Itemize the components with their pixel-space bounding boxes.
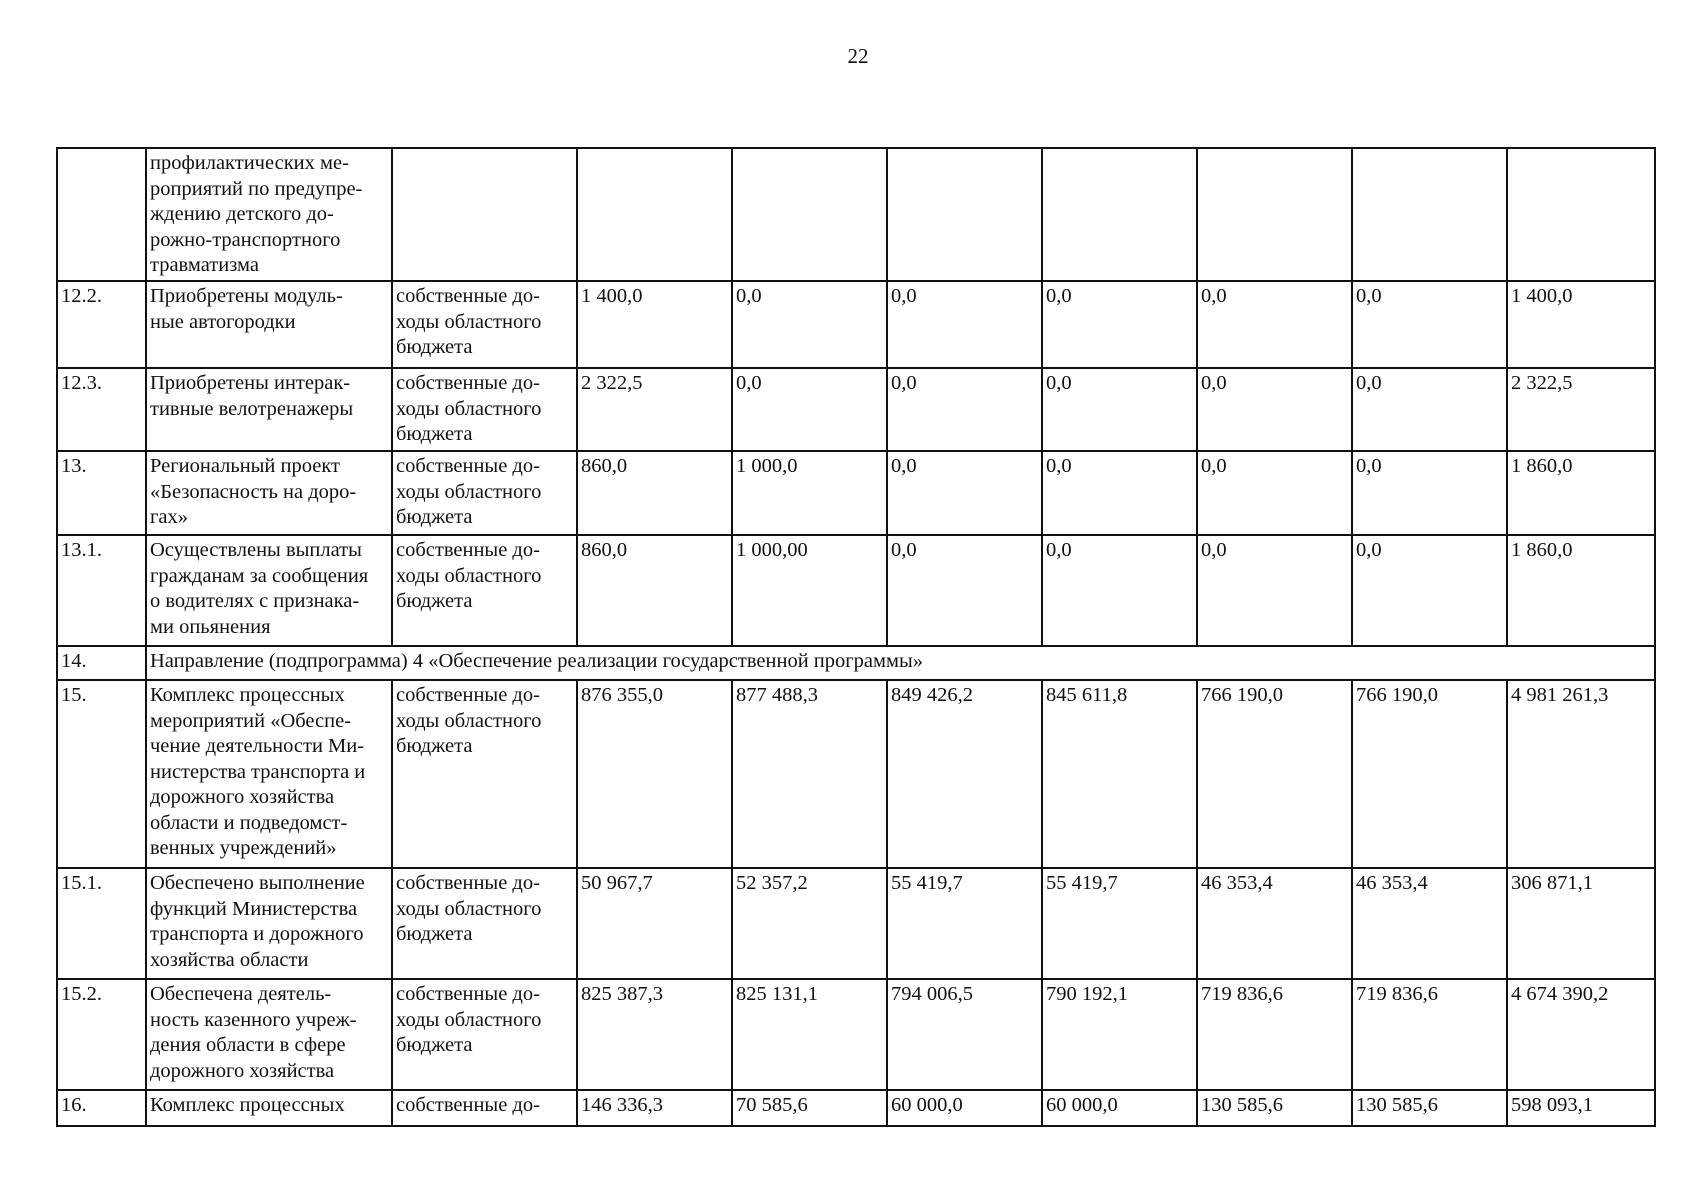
amount-cell: 719 836,6 xyxy=(1197,979,1352,1090)
amount-cell: 766 190,0 xyxy=(1352,680,1507,868)
amount-cell: 825 387,3 xyxy=(577,979,732,1090)
amount-cell: 55 419,7 xyxy=(887,868,1042,979)
amount-cell: 4 981 261,3 xyxy=(1507,680,1655,868)
amount-cell: 46 353,4 xyxy=(1197,868,1352,979)
amount-cell: 70 585,6 xyxy=(732,1090,887,1126)
table-row xyxy=(57,979,1655,1090)
row-number-cell: 15.2. xyxy=(57,979,146,1090)
activity-name-cell: профилактических ме- роприятий по предупре- ждению детского до- рожно-транспортного травматизма xyxy=(146,148,392,281)
amount-cell: 0,0 xyxy=(887,281,1042,368)
row-number-cell: 12.3. xyxy=(57,368,146,451)
amount-cell: 1 860,0 xyxy=(1507,535,1655,646)
amount-cell: 130 585,6 xyxy=(1352,1090,1507,1126)
funding-source-cell: собственные до- ходы областного бюджета xyxy=(392,451,577,535)
amount-cell xyxy=(732,148,887,281)
amount-cell: 0,0 xyxy=(1197,451,1352,535)
amount-cell: 1 000,0 xyxy=(732,451,887,535)
amount-cell: 877 488,3 xyxy=(732,680,887,868)
amount-cell: 0,0 xyxy=(887,535,1042,646)
activity-name-cell: Региональный проект «Безопасность на доро- гах» xyxy=(146,451,392,535)
page-number: 22 xyxy=(847,44,869,68)
funding-source-cell: собственные до- ходы областного бюджета xyxy=(392,680,577,868)
amount-cell: 849 426,2 xyxy=(887,680,1042,868)
amount-cell: 0,0 xyxy=(732,281,887,368)
funding-source-cell: собственные до- ходы областного бюджета xyxy=(392,979,577,1090)
amount-cell: 1 400,0 xyxy=(577,281,732,368)
amount-cell: 2 322,5 xyxy=(577,368,732,451)
section-heading-cell: Направление (подпрограмма) 4 «Обеспечение реализации государственной программы» xyxy=(146,646,1655,680)
table-row xyxy=(57,368,1655,451)
amount-cell: 790 192,1 xyxy=(1042,979,1197,1090)
funding-source-cell: собственные до- ходы областного бюджета xyxy=(392,868,577,979)
amount-cell: 0,0 xyxy=(887,451,1042,535)
activity-name-cell: Осуществлены выплаты гражданам за сообщения о водителях с признака- ми опьянения xyxy=(146,535,392,646)
row-number-cell: 14. xyxy=(57,646,146,680)
amount-cell: 876 355,0 xyxy=(577,680,732,868)
amount-cell: 0,0 xyxy=(1042,281,1197,368)
amount-cell: 0,0 xyxy=(1042,368,1197,451)
row-number-cell: 12.2. xyxy=(57,281,146,368)
table-row xyxy=(57,281,1655,368)
amount-cell: 1 000,00 xyxy=(732,535,887,646)
amount-cell xyxy=(1042,148,1197,281)
amount-cell: 2 322,5 xyxy=(1507,368,1655,451)
amount-cell: 130 585,6 xyxy=(1197,1090,1352,1126)
amount-cell: 55 419,7 xyxy=(1042,868,1197,979)
amount-cell: 0,0 xyxy=(887,368,1042,451)
amount-cell: 60 000,0 xyxy=(1042,1090,1197,1126)
amount-cell: 0,0 xyxy=(1352,281,1507,368)
table-row xyxy=(57,451,1655,535)
table-row xyxy=(57,1090,1655,1126)
table-row xyxy=(57,535,1655,646)
amount-cell xyxy=(1507,148,1655,281)
amount-cell xyxy=(577,148,732,281)
amount-cell: 0,0 xyxy=(1197,368,1352,451)
amount-cell: 794 006,5 xyxy=(887,979,1042,1090)
amount-cell: 0,0 xyxy=(1352,368,1507,451)
amount-cell: 0,0 xyxy=(1352,535,1507,646)
amount-cell: 0,0 xyxy=(1042,451,1197,535)
amount-cell: 1 860,0 xyxy=(1507,451,1655,535)
amount-cell: 860,0 xyxy=(577,451,732,535)
activity-name-cell: Приобретены интерак- тивные велотренажеры xyxy=(146,368,392,451)
funding-source-cell xyxy=(392,148,577,281)
funding-source-cell: собственные до- xyxy=(392,1090,577,1126)
row-number-cell: 16. xyxy=(57,1090,146,1126)
amount-cell: 46 353,4 xyxy=(1352,868,1507,979)
amount-cell: 845 611,8 xyxy=(1042,680,1197,868)
amount-cell: 0,0 xyxy=(1352,451,1507,535)
activity-name-cell: Приобретены модуль- ные автогородки xyxy=(146,281,392,368)
amount-cell: 4 674 390,2 xyxy=(1507,979,1655,1090)
amount-cell: 0,0 xyxy=(1197,281,1352,368)
activity-name-cell: Комплекс процессных xyxy=(146,1090,392,1126)
amount-cell: 719 836,6 xyxy=(1352,979,1507,1090)
amount-cell: 306 871,1 xyxy=(1507,868,1655,979)
budget-table xyxy=(56,147,1656,1127)
table-row xyxy=(57,868,1655,979)
amount-cell xyxy=(1197,148,1352,281)
amount-cell: 146 336,3 xyxy=(577,1090,732,1126)
funding-source-cell: собственные до- ходы областного бюджета xyxy=(392,368,577,451)
amount-cell xyxy=(887,148,1042,281)
activity-name-cell: Комплекс процессных мероприятий «Обеспе- чение деятельности Ми- нистерства транспорта и дорожного хозяйства области и подведомст- венных учреждений» xyxy=(146,680,392,868)
amount-cell: 766 190,0 xyxy=(1197,680,1352,868)
funding-source-cell: собственные до- ходы областного бюджета xyxy=(392,281,577,368)
row-number-cell xyxy=(57,148,146,281)
row-number-cell: 13.1. xyxy=(57,535,146,646)
activity-name-cell: Обеспечена деятель- ность казенного учреж- дения области в сфере дорожного хозяйства xyxy=(146,979,392,1090)
amount-cell: 60 000,0 xyxy=(887,1090,1042,1126)
row-number-cell: 15. xyxy=(57,680,146,868)
amount-cell: 860,0 xyxy=(577,535,732,646)
amount-cell: 1 400,0 xyxy=(1507,281,1655,368)
funding-source-cell: собственные до- ходы областного бюджета xyxy=(392,535,577,646)
amount-cell: 598 093,1 xyxy=(1507,1090,1655,1126)
row-number-cell: 15.1. xyxy=(57,868,146,979)
amount-cell: 0,0 xyxy=(1042,535,1197,646)
amount-cell xyxy=(1352,148,1507,281)
activity-name-cell: Обеспечено выполнение функций Министерства транспорта и дорожного хозяйства области xyxy=(146,868,392,979)
amount-cell: 52 357,2 xyxy=(732,868,887,979)
table-row xyxy=(57,646,1655,680)
amount-cell: 825 131,1 xyxy=(732,979,887,1090)
amount-cell: 0,0 xyxy=(1197,535,1352,646)
table-row xyxy=(57,680,1655,868)
row-number-cell: 13. xyxy=(57,451,146,535)
amount-cell: 50 967,7 xyxy=(577,868,732,979)
amount-cell: 0,0 xyxy=(732,368,887,451)
table-row xyxy=(57,148,1655,281)
